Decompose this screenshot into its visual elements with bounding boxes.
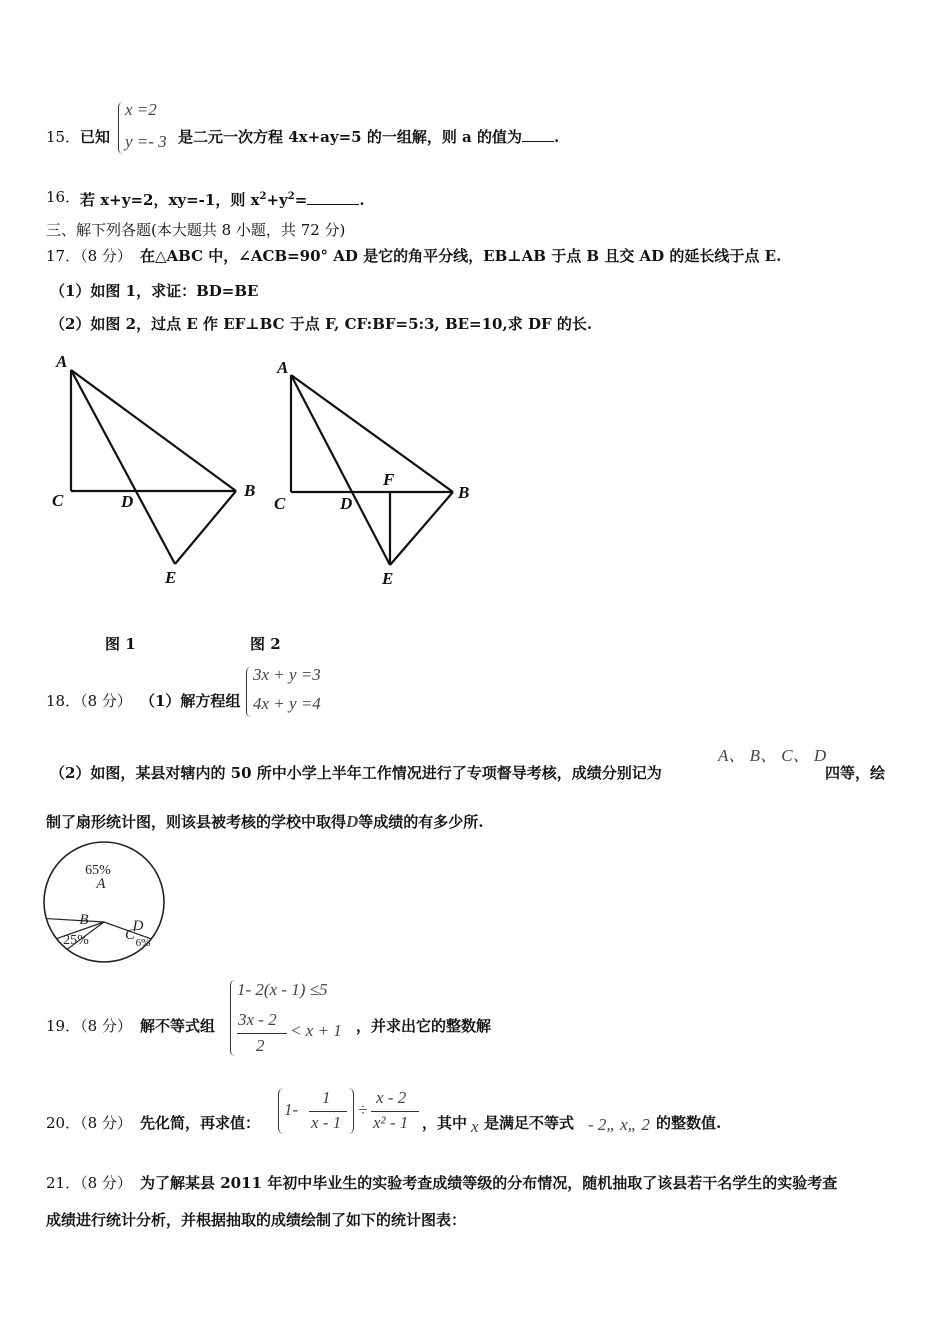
q20-f2-bar bbox=[371, 1111, 419, 1112]
fig1-label-e: E bbox=[165, 568, 177, 587]
fig2-label-c: C bbox=[274, 494, 286, 513]
fig2-label-f: F bbox=[383, 470, 395, 489]
q20-tail: 的整数值. bbox=[656, 1114, 722, 1132]
q15-eq-y: y =- 3 bbox=[125, 132, 167, 151]
q18-eq1: 3x + y =3 bbox=[253, 665, 321, 684]
q20-var: x bbox=[471, 1117, 479, 1136]
pie-value-A: 65% bbox=[85, 863, 111, 878]
q20-text: 先化简，再求值： bbox=[140, 1114, 261, 1132]
pie-value-B: 25% bbox=[63, 933, 89, 948]
q16-number: 16． bbox=[46, 188, 81, 206]
fig1-label-d: D bbox=[121, 492, 134, 511]
q18-eq2: 4x + y =4 bbox=[253, 694, 321, 713]
q15-number: 15． bbox=[46, 128, 81, 146]
q20-number: 20．（8 分） bbox=[46, 1114, 132, 1132]
q18-part2-c-text: 制了扇形统计图，则该县被考核的学校中取得 bbox=[46, 813, 347, 831]
q19-tail: ，并求出它的整数解 bbox=[356, 1017, 492, 1035]
q20-mid2: 是满足不等式 bbox=[484, 1114, 575, 1132]
q21-text2: 成绩进行统计分析，并根据抽取的成绩绘制了如下的统计图表： bbox=[46, 1211, 467, 1229]
q20-one: 1- bbox=[284, 1100, 299, 1119]
q21-number: 21．（8 分） bbox=[46, 1174, 132, 1192]
pie-label-A: A bbox=[96, 876, 106, 892]
fig2-segment-be bbox=[390, 492, 453, 565]
figure-2-caption: 图 2 bbox=[250, 635, 281, 653]
fig1-label-b: B bbox=[244, 481, 256, 500]
q20-mid: ，其中 bbox=[422, 1114, 468, 1132]
pie-label-B: B bbox=[79, 912, 89, 928]
figure-1 bbox=[40, 350, 270, 600]
q20-div: ÷ bbox=[358, 1100, 368, 1119]
q16-sup1: 2 bbox=[259, 191, 267, 202]
fig1-segment-be bbox=[175, 491, 236, 564]
fig1-label-c: C bbox=[52, 491, 64, 510]
fig2-label-b: B bbox=[458, 483, 470, 502]
q19-frac-den: 2 bbox=[256, 1036, 265, 1055]
q16-text-b: +y bbox=[266, 191, 288, 209]
section-title: 三、解下列各题(本大题共 8 小题，共 72 分) bbox=[46, 221, 346, 239]
fig1-segment-ab bbox=[71, 370, 236, 491]
q15-text: 是二元一次方程 4x+ay=5 的一组解，则 a 的值为 bbox=[178, 128, 522, 146]
q19-frac-num: 3x - 2 bbox=[238, 1010, 277, 1029]
pie-value-D: 6% bbox=[135, 937, 151, 949]
q16-sup2: 2 bbox=[287, 191, 295, 202]
q16-answer-blank[interactable] bbox=[307, 190, 359, 205]
figure-2 bbox=[270, 355, 480, 595]
q19-ineq1: 1- 2(x - 1) ≤5 bbox=[237, 980, 328, 999]
pie-chart bbox=[40, 840, 172, 965]
fig2-label-a: A bbox=[277, 358, 289, 377]
q15-brace bbox=[118, 102, 123, 154]
q20-f1-bar bbox=[309, 1111, 347, 1112]
q16-question bbox=[80, 187, 365, 210]
figure-1-caption: 图 1 bbox=[105, 635, 136, 653]
q20-f1-den: x - 1 bbox=[311, 1113, 342, 1132]
fig2-label-d: D bbox=[340, 494, 353, 513]
pie-label-C: C bbox=[124, 927, 136, 943]
q18-brace bbox=[246, 667, 251, 717]
q17-part2: （2）如图 2，过点 E 作 EF⊥BC 于点 F, CF:BF=5:3, BE=10,求 DF 的长. bbox=[50, 315, 593, 333]
q18-part2-c bbox=[46, 812, 484, 832]
q19-text: 解不等式组 bbox=[140, 1017, 216, 1035]
q19-number: 19．（8 分） bbox=[46, 1017, 132, 1035]
q18-grades: A、 B、 C、 D bbox=[718, 746, 827, 765]
q16-text-c: = bbox=[294, 191, 308, 209]
fig2-label-e: E bbox=[382, 569, 394, 588]
q19-frac-bar bbox=[237, 1033, 287, 1034]
q15-answer-blank[interactable] bbox=[522, 127, 554, 142]
q20-f1-num: 1 bbox=[322, 1088, 331, 1107]
q19-brace bbox=[230, 980, 235, 1056]
q21-text: 为了解某县 2011 年初中毕业生的实验考查成绩等级的分布情况，随机抽取了该县若干名学生的实验考查 bbox=[140, 1174, 838, 1192]
q15-prefix: 已知 bbox=[80, 128, 111, 146]
q18-part2-a: （2）如图，某县对辖内的 50 所中小学上半年工作情况进行了专项督导考核，成绩分别记为 bbox=[50, 764, 662, 782]
q19-rhs: < x + 1 bbox=[290, 1021, 342, 1040]
q18-number: 18．（8 分） bbox=[46, 692, 132, 710]
fig2-segment-ae bbox=[291, 375, 390, 565]
q18-part1: （1）解方程组 bbox=[140, 692, 241, 710]
q15-question bbox=[178, 127, 559, 147]
q15-eq-x: x =2 bbox=[125, 100, 157, 119]
q16-end: . bbox=[359, 191, 365, 209]
q20-f2-num: x - 2 bbox=[376, 1088, 407, 1107]
q18-part2-b: 四等，绘 bbox=[825, 764, 886, 782]
q17-text: 在△ABC 中，∠ACB=90° AD 是它的角平分线，EB⊥AB 于点 B 且交 AD 的延长线于点 E. bbox=[140, 247, 782, 265]
q18-part2-d-text: 等成绩的有多少所. bbox=[358, 813, 484, 831]
q15-end: . bbox=[554, 128, 560, 146]
pie-slice-boundary-A bbox=[46, 919, 104, 922]
q20-cond: - 2„ x„ 2 bbox=[588, 1115, 650, 1134]
fig2-segment-ab bbox=[291, 375, 453, 492]
fig1-label-a: A bbox=[56, 352, 68, 371]
q17-part1: （1）如图 1，求证：BD=BE bbox=[50, 282, 259, 300]
fig1-segment-ae bbox=[71, 370, 175, 564]
q17-number: 17．（8 分） bbox=[46, 247, 132, 265]
q20-f2-den: x² - 1 bbox=[373, 1113, 409, 1132]
q18-grade-d: D bbox=[346, 812, 359, 831]
pie-label-D: D bbox=[132, 918, 144, 934]
q16-text-a: 若 x+y=2，xy=-1，则 x bbox=[80, 191, 260, 209]
